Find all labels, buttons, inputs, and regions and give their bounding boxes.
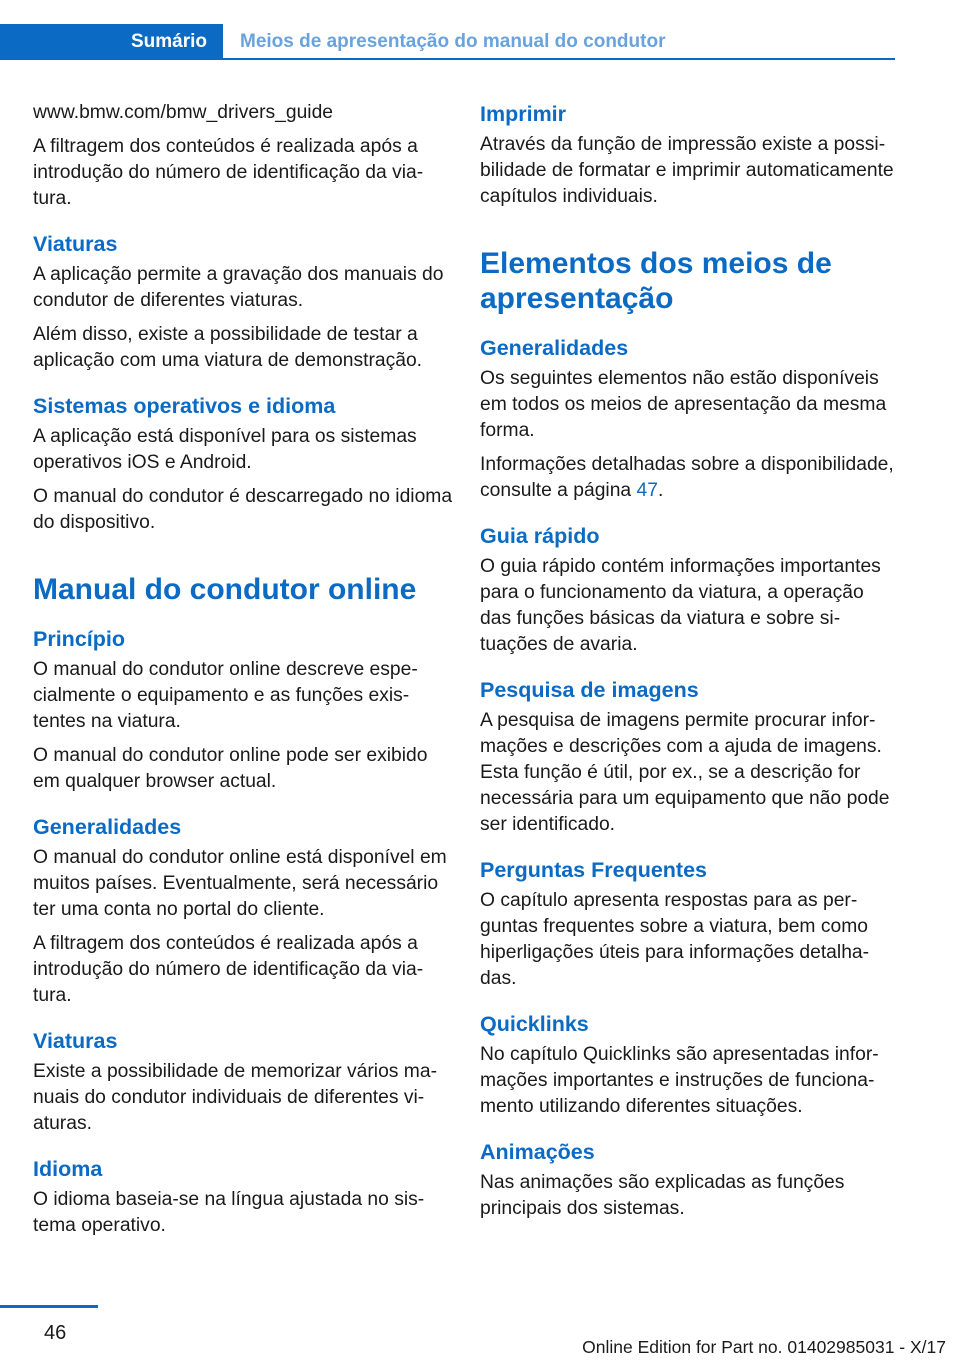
heading-principio: Princípio xyxy=(33,627,125,651)
heading-animacoes: Animações xyxy=(480,1140,595,1164)
paragraph: O idioma baseia-se na língua ajustada no sistema operativo. xyxy=(33,1189,425,1236)
paragraph: Os seguintes elementos não estão disponíveis em todos os meios de apresentação da mesma forma. xyxy=(480,368,887,441)
footer-divider xyxy=(0,1305,98,1308)
paragraph-with-link xyxy=(480,452,898,504)
left-column xyxy=(33,100,453,1247)
section-title-online: Manual do condutor online xyxy=(33,573,417,606)
heading-viaturas-2: Viaturas xyxy=(33,1029,118,1053)
heading-guia-rapido: Guia rápido xyxy=(480,524,600,548)
page-header xyxy=(0,24,895,62)
paragraph: Através da função de impressão existe a possibilidade de formatar e imprimir automaticamente capítulos individuais. xyxy=(480,134,894,207)
heading-imprimir: Imprimir xyxy=(480,102,567,126)
paragraph: O capítulo apresenta respostas para as perguntas frequentes sobre a viatura, bem como hiperligações úteis para informações detalhadas. xyxy=(480,890,870,989)
paragraph: Nas animações são explicadas as funções principais dos sistemas. xyxy=(480,1172,845,1219)
heading-generalidades: Generalidades xyxy=(33,815,182,839)
paragraph: O manual do condutor online descreve especialmente o equipamento e as funções existentes na viatura. xyxy=(33,659,418,732)
section-title-elementos: Elementos dos meios de apresentação xyxy=(480,247,832,315)
paragraph: Existe a possibilidade de memorizar vários manuais do condutor individuais de diferentes viaturas. xyxy=(33,1061,437,1134)
paragraph: A filtragem dos conteúdos é realizada após a introdução do número de identificação da viatura. xyxy=(33,933,424,1006)
right-column xyxy=(480,100,898,1230)
paragraph: Além disso, existe a possibilidade de testar a aplicação com uma viatura de demonstração. xyxy=(33,324,423,371)
paragraph: O manual do condutor é descarregado no idioma do dispositivo. xyxy=(33,486,453,533)
paragraph: A pesquisa de imagens permite procurar informações e descrições com a ajuda de imagens. Esta função é útil, por ex., se a descrição for necessária para um equipamento que não pode ser identificado. xyxy=(480,710,890,835)
paragraph: O manual do condutor online está disponível em muitos países. Eventualmente, será necessário ter uma conta no portal do cliente. xyxy=(33,847,447,920)
page-link[interactable]: 47 xyxy=(636,480,658,501)
page-number: 46 xyxy=(44,1322,67,1344)
heading-viaturas: Viaturas xyxy=(33,232,118,256)
header-divider xyxy=(223,58,895,60)
paragraph: A filtragem dos conteúdos é realizada após a introdução do número de identificação da viatura. xyxy=(33,136,424,209)
edition-note: Online Edition for Part no. 01402985031 - X/17 xyxy=(582,1337,946,1357)
heading-perguntas-frequentes: Perguntas Frequentes xyxy=(480,858,707,882)
heading-sistemas-operativos: Sistemas operativos e idioma xyxy=(33,394,336,418)
paragraph-text: Informações detalhadas sobre a disponibilidade, consulte a página xyxy=(480,454,894,501)
paragraph: No capítulo Quicklinks são apresentadas informações importantes e instruções de funcionamento utilizando diferentes situações. xyxy=(480,1044,879,1117)
paragraph: A aplicação está disponível para os sistemas operativos iOS e Android. xyxy=(33,426,417,473)
heading-generalidades: Generalidades xyxy=(480,336,629,360)
heading-quicklinks: Quicklinks xyxy=(480,1012,589,1036)
heading-pesquisa-imagens: Pesquisa de imagens xyxy=(480,678,699,702)
url-text: www.bmw.com/bmw_drivers_guide xyxy=(33,102,334,123)
paragraph-text: . xyxy=(657,480,664,501)
breadcrumb-section[interactable]: Meios de apresentação do manual do condutor xyxy=(240,31,666,52)
heading-idioma: Idioma xyxy=(33,1157,103,1181)
paragraph: A aplicação permite a gravação dos manuais do condutor de diferentes viaturas. xyxy=(33,264,444,311)
paragraph: O guia rápido contém informações importantes para o funcionamento da viatura, a operação das funções básicas da viatura e sobre situações de avaria. xyxy=(480,556,881,655)
paragraph: O manual do condutor online pode ser exibido em qualquer browser actual. xyxy=(33,745,428,792)
tab-sumario[interactable]: Sumário xyxy=(130,31,207,52)
